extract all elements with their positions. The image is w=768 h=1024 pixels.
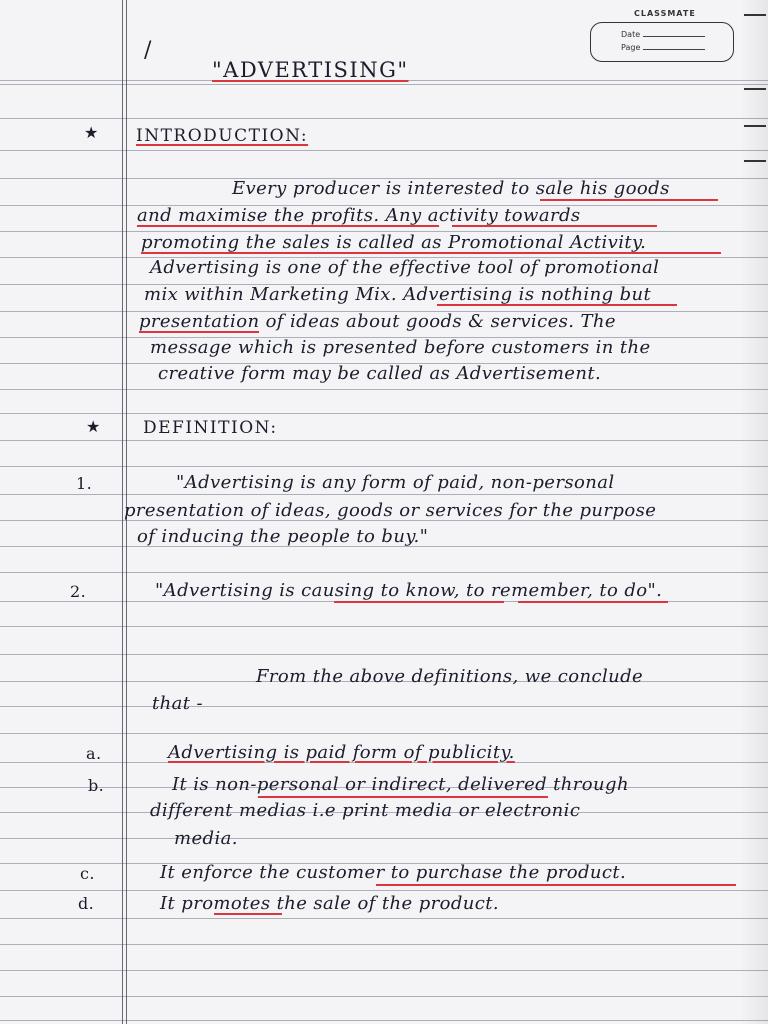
tick-mark: / (144, 38, 152, 63)
intro-line-text: message which is presented before customers in the (150, 337, 651, 358)
intro-line (158, 363, 601, 384)
definition-heading-text: DEFINITION: (143, 418, 278, 438)
red-underline (258, 796, 548, 798)
definition-line (155, 580, 662, 601)
intro-line (150, 337, 651, 358)
edge-mark (744, 88, 766, 90)
red-underline (214, 913, 282, 915)
intro-line (150, 257, 659, 278)
ruled-line (0, 389, 768, 390)
point-label (78, 894, 94, 913)
conclusion-lead (256, 666, 643, 687)
red-underline (452, 225, 657, 227)
point-line-text: Advertising is paid form of publicity. (168, 742, 515, 763)
ruled-line (0, 706, 768, 707)
date-field (621, 30, 705, 39)
ruled-line (0, 413, 768, 414)
intro-line (232, 178, 722, 199)
intro-line (137, 205, 581, 226)
margin-line (122, 0, 123, 1024)
point-line (150, 800, 580, 821)
point-line (168, 742, 515, 763)
definition-line (124, 500, 656, 521)
red-underline (139, 331, 259, 333)
intro-line-text: mix within Marketing Mix. Advertising is nothing but (144, 284, 652, 305)
definition-line-text: "Advertising is causing to know, to remember, to do". (155, 580, 663, 601)
ruled-line (0, 494, 768, 495)
ruled-line (0, 626, 768, 627)
definition-line (137, 526, 428, 547)
definition-heading (143, 418, 278, 438)
conclusion-lead (152, 693, 203, 714)
point-label (86, 744, 101, 763)
red-underline (137, 225, 439, 227)
red-underline (141, 252, 721, 254)
intro-line-text: promoting the sales is called as Promotional Activity. (141, 232, 647, 253)
page-title (212, 58, 409, 82)
point-line-text: different medias i.e print media or electronic (150, 800, 581, 821)
definition-line-text: of inducing the people to buy." (137, 526, 429, 547)
intro-line-text: creative form may be called as Advertisement. (158, 363, 602, 384)
point-line-text: It promotes the sale of the product. (160, 893, 500, 914)
definition-number (76, 474, 92, 493)
page-title-text: "ADVERTISING" (212, 58, 409, 82)
intro-line-text: Every producer is interested to sale his goods (232, 178, 670, 199)
definition-number (70, 582, 86, 601)
point-line-text: media. (174, 828, 238, 849)
page-blank (643, 49, 705, 50)
point-label (88, 776, 104, 795)
intro-heading-text: INTRODUCTION: (136, 126, 309, 146)
definition-line-text: "Advertising is any form of paid, non-personal (176, 472, 615, 493)
ruled-line (0, 890, 768, 891)
red-underline (376, 884, 736, 886)
intro-line-text: Advertising is one of the effective tool of promotional (150, 257, 660, 278)
ruled-line (0, 944, 768, 945)
ruled-line (0, 466, 768, 467)
conclusion-lead-text: From the above definitions, we conclude (256, 666, 644, 687)
ruled-line (0, 84, 768, 85)
page-field (621, 43, 705, 52)
ruled-line (0, 970, 768, 971)
red-underline (518, 601, 668, 603)
definition-line-text: presentation of ideas, goods or services for the purpose (124, 500, 657, 521)
ruled-line (0, 654, 768, 655)
intro-heading (136, 126, 308, 146)
definition-number-text: 2. (70, 582, 87, 601)
edge-mark (744, 160, 766, 162)
point-label (80, 864, 95, 883)
page-edge-shadow (740, 0, 768, 1024)
ruled-line (0, 150, 768, 151)
red-underline (334, 601, 504, 603)
point-line (172, 774, 629, 795)
point-label-text: a. (86, 744, 102, 763)
point-line-text: It is non-personal or indirect, delivered through (172, 774, 629, 795)
edge-mark (744, 125, 766, 127)
ruled-line (0, 918, 768, 919)
definition-line (176, 472, 615, 493)
red-underline (437, 304, 677, 306)
point-line (160, 893, 499, 914)
date-blank (643, 36, 705, 37)
intro-line (139, 311, 616, 332)
page-label: Page (621, 43, 641, 52)
intro-line-text: presentation of ideas about goods & services. The (139, 311, 616, 332)
intro-line-text: and maximise the profits. Any activity towards (137, 205, 581, 226)
definition-number-text: 1. (76, 474, 93, 493)
intro-line (144, 284, 651, 305)
star-bullet: ★ (86, 417, 101, 436)
ruled-line (0, 733, 768, 734)
date-page-box (590, 22, 734, 62)
point-line (160, 862, 626, 883)
ruled-line (0, 440, 768, 441)
ruled-line (0, 118, 768, 119)
point-line-text: It enforce the customer to purchase the product. (160, 862, 627, 883)
conclusion-lead-text: that - (152, 693, 203, 714)
ruled-line (0, 1020, 768, 1021)
date-label: Date (621, 30, 641, 39)
star-bullet: ★ (84, 123, 99, 142)
point-label-text: c. (80, 864, 95, 883)
ruled-line (0, 572, 768, 573)
point-line (174, 828, 238, 849)
point-label-text: d. (78, 894, 95, 913)
edge-mark (744, 14, 766, 16)
brand-logo: CLASSMATE (634, 9, 696, 18)
ruled-line (0, 996, 768, 997)
point-label-text: b. (88, 776, 105, 795)
red-underline (540, 199, 718, 201)
ruled-line (0, 838, 768, 839)
intro-line (141, 232, 646, 253)
